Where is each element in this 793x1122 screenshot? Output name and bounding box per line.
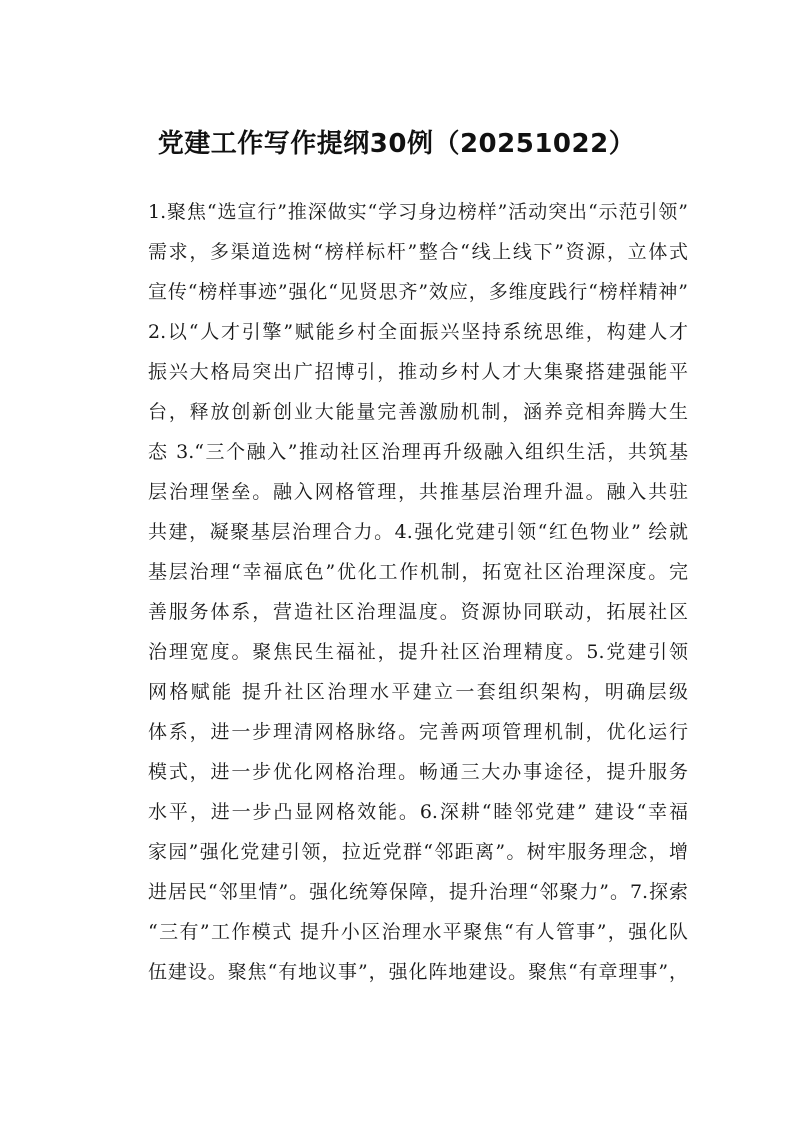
body-line: 体系，进一步理清网格脉络。完善两项管理机制，优化运行 — [148, 721, 688, 743]
document-body — [148, 192, 688, 992]
body-line: “三有”工作模式 提升小区治理水平聚焦“有人管事”，强化队 — [148, 921, 688, 943]
body-line: 伍建设。聚焦“有地议事”，强化阵地建设。聚焦“有章理事”， — [148, 961, 688, 983]
document-title: 党建工作写作提纲30例（20251022） — [157, 129, 636, 159]
body-line: 宣传“榜样事迹”强化“见贤思齐”效应，多维度践行“榜样精神” — [148, 281, 688, 303]
body-line: 层治理堡垒。融入网格管理，共推基层治理升温。融入共驻 — [148, 481, 688, 503]
body-line: 家园”强化党建引领，拉近党群“邻距离”。树牢服务理念，增 — [148, 841, 688, 863]
body-line: 振兴大格局突出广招博引，推动乡村人才大集聚搭建强能平 — [148, 361, 688, 383]
body-line: 态 3.“三个融入”推动社区治理再升级融入组织生活，共筑基 — [148, 441, 688, 463]
body-line: 进居民“邻里情”。强化统筹保障，提升治理“邻聚力”。7.探索 — [148, 881, 688, 903]
body-line: 1.聚焦“选宣行”推深做实“学习身边榜样”活动突出“示范引领” — [148, 201, 688, 223]
body-line: 基层治理“幸福底色”优化工作机制，拓宽社区治理深度。完 — [148, 561, 688, 583]
body-line: 善服务体系，营造社区治理温度。资源协同联动，拓展社区 — [148, 601, 688, 623]
body-line: 需求，多渠道选树“榜样标杆”整合“线上线下”资源，立体式 — [148, 241, 688, 263]
body-line: 2.以“人才引擎”赋能乡村全面振兴坚持系统思维，构建人才 — [148, 321, 688, 343]
body-line: 共建，凝聚基层治理合力。4.强化党建引领“红色物业” 绘就 — [148, 521, 688, 543]
body-line: 台，释放创新创业大能量完善激励机制，涵养竞相奔腾大生 — [148, 401, 688, 423]
body-line: 治理宽度。聚焦民生福祉，提升社区治理精度。5.党建引领 — [148, 641, 688, 663]
body-line: 网格赋能 提升社区治理水平建立一套组织架构，明确层级 — [148, 681, 688, 703]
body-line: 模式，进一步优化网格治理。畅通三大办事途径，提升服务 — [148, 761, 688, 783]
body-line: 水平，进一步凸显网格效能。6.深耕“睦邻党建” 建设“幸福 — [148, 801, 688, 823]
